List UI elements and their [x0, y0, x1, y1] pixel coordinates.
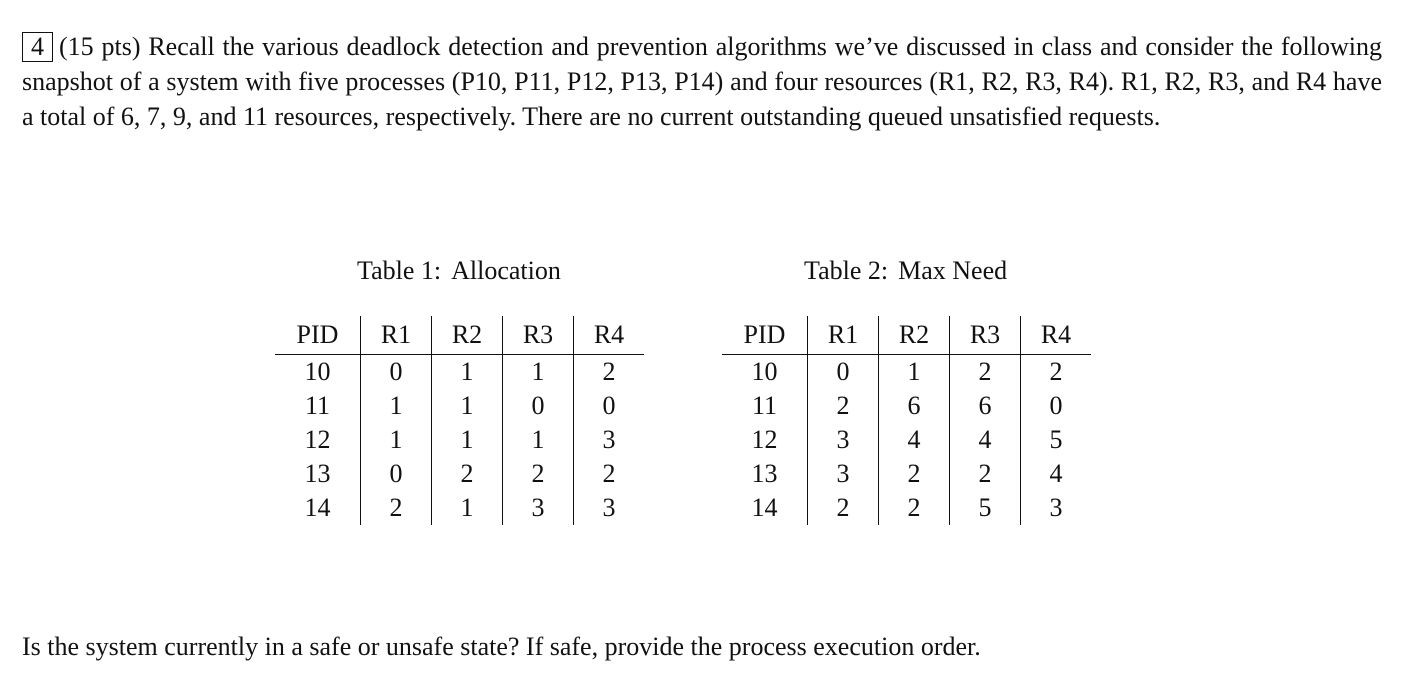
cell-pid: 13 — [751, 459, 778, 488]
cell-r3: 2 — [503, 457, 574, 491]
cell-pid: 14 — [751, 493, 778, 522]
cell-r2: 2 — [879, 491, 950, 525]
cell-r1: 3 — [808, 457, 879, 491]
cell-pid: 13 — [304, 459, 331, 488]
table-2-caption — [804, 256, 1007, 286]
column-header-r3: R3 — [950, 316, 1021, 355]
cell-r3: 1 — [503, 355, 574, 390]
table-row — [275, 457, 644, 491]
problem-statement — [22, 29, 1382, 134]
cell-r4: 2 — [1021, 355, 1092, 390]
cell-r2: 1 — [432, 423, 503, 457]
column-header-r3: R3 — [503, 316, 574, 355]
column-header-r2: R2 — [879, 316, 950, 355]
table-row — [275, 491, 644, 525]
table-1-label: Table 1: — [357, 256, 442, 285]
cell-pid: 11 — [304, 391, 331, 420]
cell-r3: 6 — [950, 389, 1021, 423]
cell-r1: 3 — [808, 423, 879, 457]
column-header-pid: PID — [722, 316, 808, 355]
problem-number: 4 — [22, 32, 53, 62]
cell-r3: 3 — [503, 491, 574, 525]
table-2-label: Table 2: — [804, 256, 889, 285]
cell-r3: 5 — [950, 491, 1021, 525]
table-1-title: Allocation — [451, 256, 561, 285]
cell-r4: 2 — [574, 457, 645, 491]
cell-r4: 5 — [1021, 423, 1092, 457]
table-row — [722, 423, 1091, 457]
cell-r1: 1 — [361, 389, 432, 423]
cell-r1: 1 — [361, 423, 432, 457]
cell-r4: 0 — [574, 389, 645, 423]
question-text: Is the system currently in a safe or unsafe state? If safe, provide the process execution order. — [22, 632, 981, 661]
cell-pid: 14 — [304, 493, 331, 522]
allocation-table — [275, 316, 644, 525]
cell-r3: 0 — [503, 389, 574, 423]
table-row — [722, 389, 1091, 423]
table-row — [275, 389, 644, 423]
cell-r3: 4 — [950, 423, 1021, 457]
column-header-pid: PID — [275, 316, 361, 355]
cell-r4: 2 — [574, 355, 645, 390]
cell-r1: 0 — [361, 355, 432, 390]
cell-r3: 2 — [950, 355, 1021, 390]
cell-r3: 1 — [503, 423, 574, 457]
cell-r4: 4 — [1021, 457, 1092, 491]
column-header-r2: R2 — [432, 316, 503, 355]
table-row — [275, 423, 644, 457]
table-row — [722, 491, 1091, 525]
cell-r4: 3 — [574, 423, 645, 457]
cell-r1: 0 — [361, 457, 432, 491]
table-header-row — [722, 316, 1091, 355]
cell-r2: 6 — [879, 389, 950, 423]
column-header-r4: R4 — [574, 316, 645, 355]
problem-intro-text: (15 pts) Recall the various deadlock detection and prevention algorithms we’ve discussed in class and consider the following snapshot of a system with five processes (P10, P11, P12, P13, P14) and four resources (R1, R2, R3, R4). R1, R2, R3, and R4 have a total of 6, 7, 9, and 11 resources, respectively. There are no current outstanding queued unsatisfied requests. — [22, 32, 1382, 131]
table-header-row — [275, 316, 644, 355]
cell-pid: 12 — [304, 425, 331, 454]
cell-pid: 10 — [304, 357, 331, 386]
cell-r2: 1 — [432, 491, 503, 525]
cell-r4: 3 — [1021, 491, 1092, 525]
table-2-title: Max Need — [898, 256, 1008, 285]
cell-r2: 1 — [432, 389, 503, 423]
table-row — [722, 355, 1091, 390]
cell-r2: 1 — [879, 355, 950, 390]
cell-r1: 0 — [808, 355, 879, 390]
cell-r2: 2 — [879, 457, 950, 491]
table-1-caption — [357, 256, 561, 286]
cell-pid: 10 — [751, 357, 778, 386]
table-row — [275, 355, 644, 390]
table-row — [722, 457, 1091, 491]
column-header-r4: R4 — [1021, 316, 1092, 355]
max-need-table — [722, 316, 1091, 525]
cell-r1: 2 — [361, 491, 432, 525]
cell-r4: 3 — [574, 491, 645, 525]
column-header-r1: R1 — [361, 316, 432, 355]
cell-r1: 2 — [808, 389, 879, 423]
column-header-r1: R1 — [808, 316, 879, 355]
cell-r4: 0 — [1021, 389, 1092, 423]
cell-pid: 11 — [751, 391, 778, 420]
cell-r2: 4 — [879, 423, 950, 457]
cell-pid: 12 — [751, 425, 778, 454]
cell-r3: 2 — [950, 457, 1021, 491]
cell-r1: 2 — [808, 491, 879, 525]
cell-r2: 1 — [432, 355, 503, 390]
cell-r2: 2 — [432, 457, 503, 491]
